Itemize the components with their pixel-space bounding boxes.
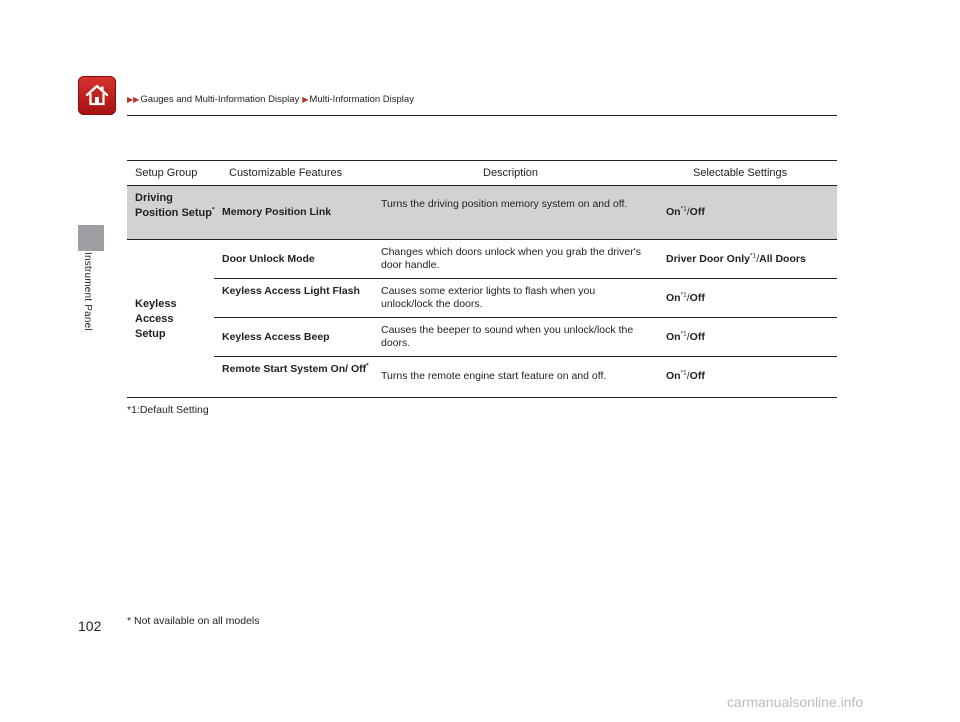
setting-separator: / [686,206,690,218]
not-all-models-mark: * [212,206,215,214]
default-mark: *1 [680,291,687,299]
breadcrumb-item-mid[interactable]: Multi-Information Display [309,94,414,105]
page-number: 102 [78,618,102,634]
setting-alt: Off [689,206,705,218]
home-button[interactable] [78,76,116,115]
setting-options [666,206,705,219]
table-row [214,279,837,318]
setting-options [666,370,705,383]
table-bottom-rule [127,397,837,398]
feature-label-text: Remote Start System On/ Off [222,363,367,375]
settings-table [127,160,837,398]
default-mark: *1 [680,369,687,377]
table-row [214,318,837,357]
feature-label: Keyless Access Light Flash [222,285,360,297]
section-tab[interactable] [78,225,104,251]
header-selectable-settings: Selectable Settings [693,167,788,179]
watermark: carmanualsonline.info [727,694,864,710]
setting-options [666,331,705,344]
setting-default: On [666,292,681,304]
default-mark: *1 [750,252,757,260]
setting-separator: / [686,292,690,304]
section-tab-label: Instrument Panel [82,252,93,331]
setting-alt: Off [689,370,705,382]
feature-description: Changes which doors unlock when you grab the driver's door handle. [381,246,641,271]
header-rule [127,115,837,116]
setting-options [666,253,806,266]
keyless-group [127,240,837,397]
table-row [214,357,837,396]
setting-separator: / [756,253,760,265]
default-setting-footnote: *1:Default Setting [127,404,209,416]
setting-default: On [666,331,681,343]
setting-alt: Off [689,292,705,304]
home-icon [84,82,110,108]
setting-separator: / [686,370,690,382]
feature-label: Keyless Access Beep [222,331,330,343]
table-row [127,186,837,240]
default-mark: *1 [680,330,687,338]
feature-description: Turns the driving position memory system on and off. [381,198,628,210]
group-keyless-access: Keyless Access Setup [135,298,177,340]
feature-label: Memory Position Link [222,206,332,218]
setting-alt: Off [689,331,705,343]
setting-alt: All Doors [759,253,806,265]
breadcrumb [127,94,417,105]
table-row [214,240,837,279]
setting-options [666,292,705,305]
feature-description: Turns the remote engine start feature on and off. [381,370,607,382]
group-label: Driving Position Setup [135,192,212,219]
setting-default: On [666,370,681,382]
group-driving-position [135,191,215,221]
not-all-models-mark: * [366,362,369,370]
setting-separator: / [686,331,690,343]
header-setup-group: Setup Group [135,167,198,179]
feature-description: Causes the beeper to sound when you unlock/lock the doors. [381,324,634,349]
breadcrumb-item-gauges[interactable]: Gauges and Multi-Information Display [140,94,300,105]
feature-description: Causes some exterior lights to flash when you unlock/lock the doors. [381,285,596,310]
default-mark: *1 [680,205,687,213]
setting-default: On [666,206,681,218]
feature-label: Door Unlock Mode [222,253,315,265]
header-description: Description [483,167,539,179]
header-customizable-features: Customizable Features [229,167,343,179]
breadcrumb-arrow-icon: ▶ [302,95,309,104]
setting-default: Driver Door Only [666,253,751,265]
feature-label [222,363,372,376]
table-header [127,160,837,186]
breadcrumb-arrow-icon: ▶▶ [127,95,140,104]
availability-note: * Not available on all models [127,615,260,627]
